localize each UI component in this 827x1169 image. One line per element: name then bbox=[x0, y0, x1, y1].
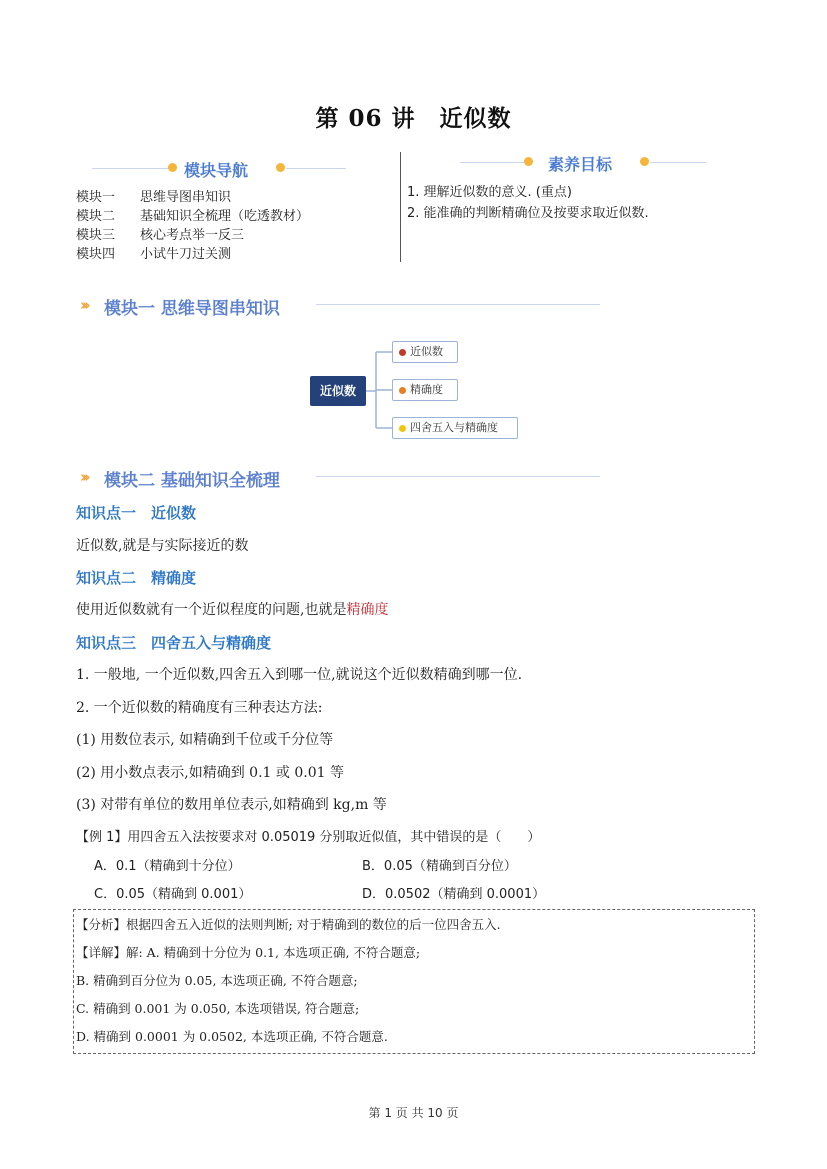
nav-heading: 模块导航 bbox=[184, 161, 249, 180]
module1-rule bbox=[316, 304, 600, 305]
module2-rule bbox=[316, 476, 600, 477]
analysis-line: 【详解】解: A. 精确到十分位为 0.1, 本选项正确, 不符合题意; bbox=[76, 945, 421, 960]
goals-dot-right bbox=[640, 157, 649, 166]
bullet-icon bbox=[399, 425, 406, 432]
module2-heading: 模块二 基础知识全梳理 bbox=[104, 471, 280, 491]
bullet-icon bbox=[399, 349, 406, 356]
chevron-icon: ››› bbox=[80, 468, 87, 486]
nav-item: 模块一 思维导图串知识 bbox=[76, 190, 232, 205]
mindmap-root: 近似数 bbox=[310, 376, 366, 406]
kp3-line: (1) 用数位表示, 如精确到千位或千分位等 bbox=[76, 732, 334, 748]
page-title: 第 06 讲 近似数 bbox=[315, 105, 512, 132]
example-question: 【例 1】用四舍五入法按要求对 0.05019 分别取近似值，其中错误的是（ ） bbox=[76, 830, 541, 845]
page-footer: 第 1 页 共 10 页 bbox=[368, 1106, 459, 1120]
kp2-text: 使用近似数就有一个近似程度的问题,也就是精确度 bbox=[76, 602, 389, 618]
example-option-b: B．0.05（精确到百分位） bbox=[362, 859, 517, 874]
kp3-line: 2. 一个近似数的精确度有三种表达方法: bbox=[76, 700, 323, 716]
goals-dot-left bbox=[524, 157, 533, 166]
kp3-line: (3) 对带有单位的数用单位表示,如精确到 kg,m 等 bbox=[76, 797, 387, 813]
mindmap-node: 精确度 bbox=[392, 379, 458, 401]
nav-dot-left bbox=[168, 163, 177, 172]
column-divider bbox=[400, 152, 401, 262]
nav-item: 模块三 核心考点举一反三 bbox=[76, 228, 245, 243]
kp2-title: 知识点二 精确度 bbox=[76, 569, 197, 587]
nav-dot-right bbox=[276, 163, 285, 172]
goals-heading: 素养目标 bbox=[548, 155, 613, 174]
module1-heading: 模块一 思维导图串知识 bbox=[104, 299, 280, 319]
example-option-a: A．0.1（精确到十分位） bbox=[94, 859, 241, 874]
kp1-title: 知识点一 近似数 bbox=[76, 504, 197, 522]
example-option-d: D．0.0502（精确到 0.0001） bbox=[362, 887, 546, 902]
kp3-line: 1. 一般地, 一个近似数,四舍五入到哪一位,就说这个近似数精确到哪一位. bbox=[76, 667, 523, 683]
chevron-icon: ››› bbox=[80, 296, 87, 314]
goal-item: 1. 理解近似数的意义. (重点) bbox=[407, 185, 572, 200]
nav-rule-right bbox=[286, 168, 346, 169]
analysis-line: 【分析】根据四舍五入近似的法则判断; 对于精确到的数位的后一位四舍五入. bbox=[76, 917, 501, 932]
nav-item: 模块四 小试牛刀过关测 bbox=[76, 247, 232, 262]
kp2-highlight: 精确度 bbox=[346, 602, 389, 618]
analysis-line: C. 精确到 0.001 为 0.050, 本选项错误, 符合题意; bbox=[76, 1001, 360, 1016]
goals-rule-left bbox=[460, 162, 530, 163]
nav-item: 模块二 基础知识全梳理（吃透教材） bbox=[76, 209, 310, 224]
analysis-line: D. 精确到 0.0001 为 0.0502, 本选项正确, 不符合题意. bbox=[76, 1029, 388, 1044]
kp1-text: 近似数,就是与实际接近的数 bbox=[76, 538, 249, 554]
bullet-icon bbox=[399, 387, 406, 394]
goal-item: 2. 能准确的判断精确位及按要求取近似数. bbox=[407, 206, 649, 221]
mindmap-node: 近似数 bbox=[392, 341, 458, 363]
analysis-line: B. 精确到百分位为 0.05, 本选项正确, 不符合题意; bbox=[76, 973, 358, 988]
mindmap-node: 四舍五入与精确度 bbox=[392, 417, 518, 439]
kp3-title: 知识点三 四舍五入与精确度 bbox=[76, 634, 272, 652]
example-option-c: C．0.05（精确到 0.001） bbox=[94, 887, 252, 902]
kp3-line: (2) 用小数点表示,如精确到 0.1 或 0.01 等 bbox=[76, 765, 344, 781]
nav-rule-left bbox=[92, 168, 172, 169]
goals-rule-right bbox=[650, 162, 706, 163]
